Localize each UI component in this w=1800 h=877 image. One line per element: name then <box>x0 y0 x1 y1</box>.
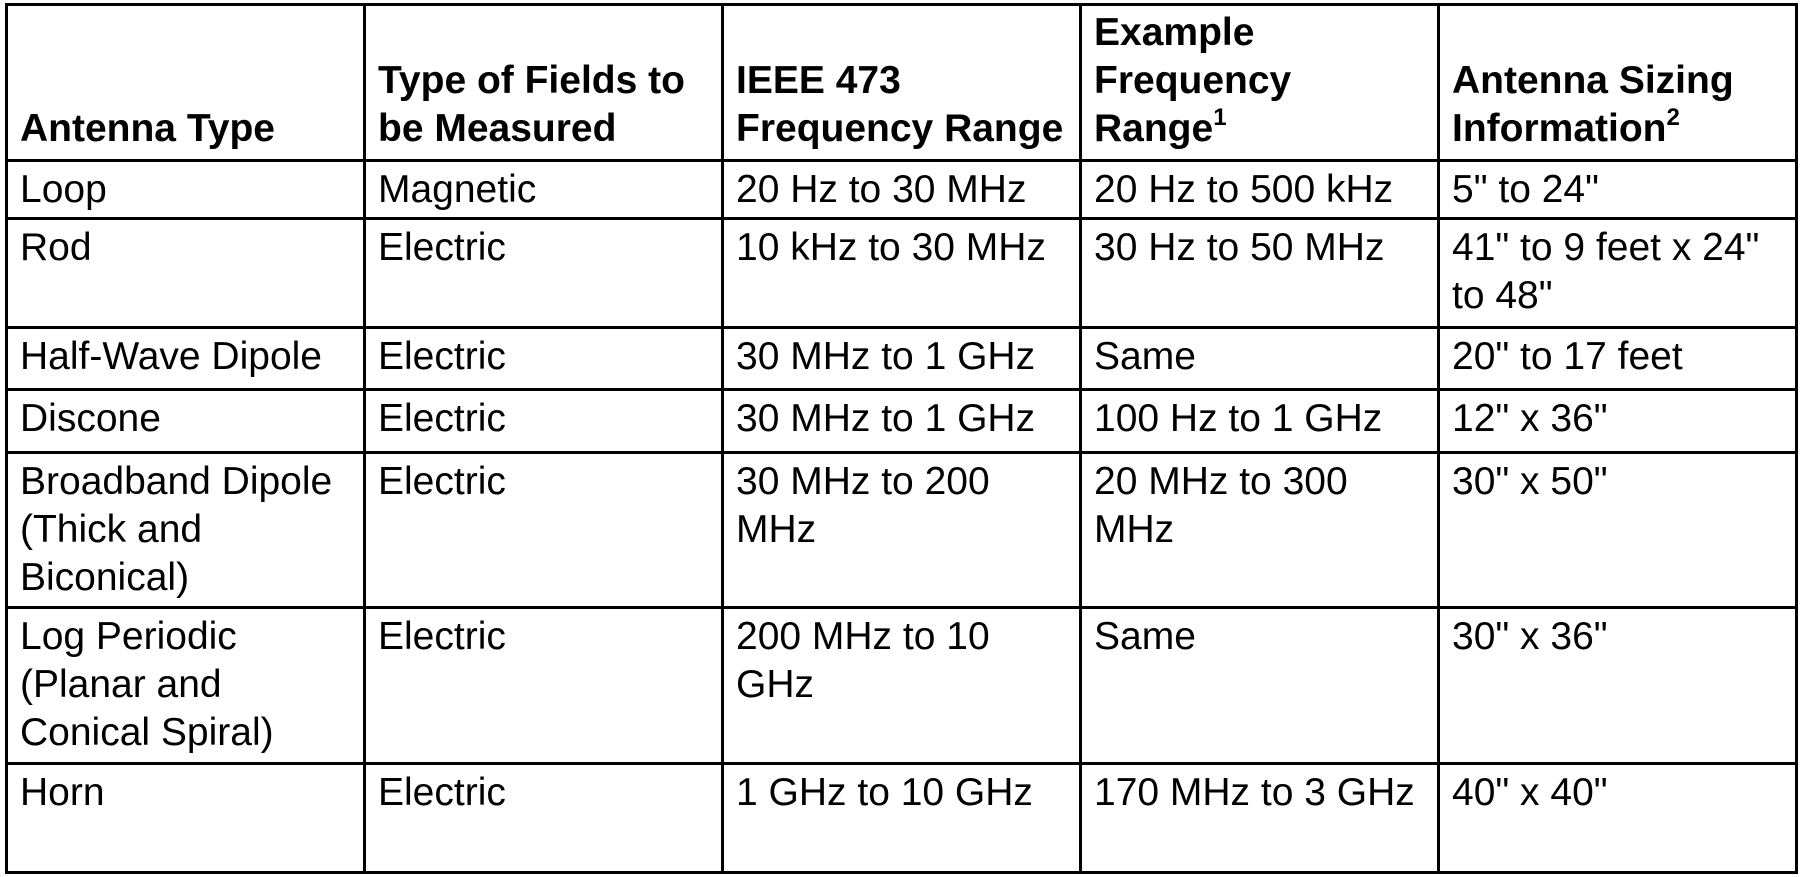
table-row <box>7 764 1797 873</box>
table-cell: 1 GHz to 10 GHz <box>723 764 1081 873</box>
table-cell: Same <box>1081 327 1439 389</box>
table-cell: 200 MHz to 10 GHz <box>723 608 1081 764</box>
table-cell: Electric <box>365 452 723 608</box>
table-cell: Electric <box>365 764 723 873</box>
table-row <box>7 608 1797 764</box>
table-cell: 20" to 17 feet <box>1439 327 1797 389</box>
table-cell: 30 Hz to 50 MHz <box>1081 219 1439 328</box>
table-cell: 12" x 36" <box>1439 390 1797 452</box>
table-header-row <box>7 5 1797 161</box>
table-cell: 20 MHz to 300 MHz <box>1081 452 1439 608</box>
footnote-marker-1: 1 <box>1213 104 1227 131</box>
table-cell: 30" x 36" <box>1439 608 1797 764</box>
table-cell: Horn <box>7 764 365 873</box>
table-cell: 40" x 40" <box>1439 764 1797 873</box>
table-cell: 170 MHz to 3 GHz <box>1081 764 1439 873</box>
table-cell: 20 Hz to 500 kHz <box>1081 161 1439 219</box>
table-row <box>7 452 1797 608</box>
table-cell: Log Periodic (Planar and Conical Spiral) <box>7 608 365 764</box>
table-cell: 41" to 9 feet x 24" to 48" <box>1439 219 1797 328</box>
footnote-marker-2: 2 <box>1666 104 1680 131</box>
table-cell: 30 MHz to 1 GHz <box>723 327 1081 389</box>
table-cell: 5" to 24" <box>1439 161 1797 219</box>
table-cell: 10 kHz to 30 MHz <box>723 219 1081 328</box>
table-cell: Same <box>1081 608 1439 764</box>
table-cell: 30 MHz to 1 GHz <box>723 390 1081 452</box>
table-cell: Electric <box>365 219 723 328</box>
table-cell: 100 Hz to 1 GHz <box>1081 390 1439 452</box>
antenna-table <box>5 3 1798 874</box>
header-ieee-473-range: IEEE 473 Frequency Range <box>723 5 1081 161</box>
header-field-type: Type of Fields to be Measured <box>365 5 723 161</box>
header-example-range: Example Frequency Range$^1$ <box>1081 5 1439 161</box>
table-cell: Loop <box>7 161 365 219</box>
header-sizing-info: Antenna Sizing Information$^2$ <box>1439 5 1797 161</box>
table-cell: 20 Hz to 30 MHz <box>723 161 1081 219</box>
header-antenna-type: Antenna Type <box>7 5 365 161</box>
table-cell: Half-Wave Dipole <box>7 327 365 389</box>
table-cell: Electric <box>365 390 723 452</box>
table-cell: 30" x 50" <box>1439 452 1797 608</box>
table-cell: Magnetic <box>365 161 723 219</box>
table-row <box>7 390 1797 452</box>
table-row <box>7 327 1797 389</box>
table-row <box>7 219 1797 328</box>
table-cell: Electric <box>365 327 723 389</box>
table-cell: Discone <box>7 390 365 452</box>
table-cell: Broadband Dipole (Thick and Biconical) <box>7 452 365 608</box>
table-cell: 30 MHz to 200 MHz <box>723 452 1081 608</box>
table-cell: Rod <box>7 219 365 328</box>
table-row <box>7 161 1797 219</box>
table-cell: Electric <box>365 608 723 764</box>
